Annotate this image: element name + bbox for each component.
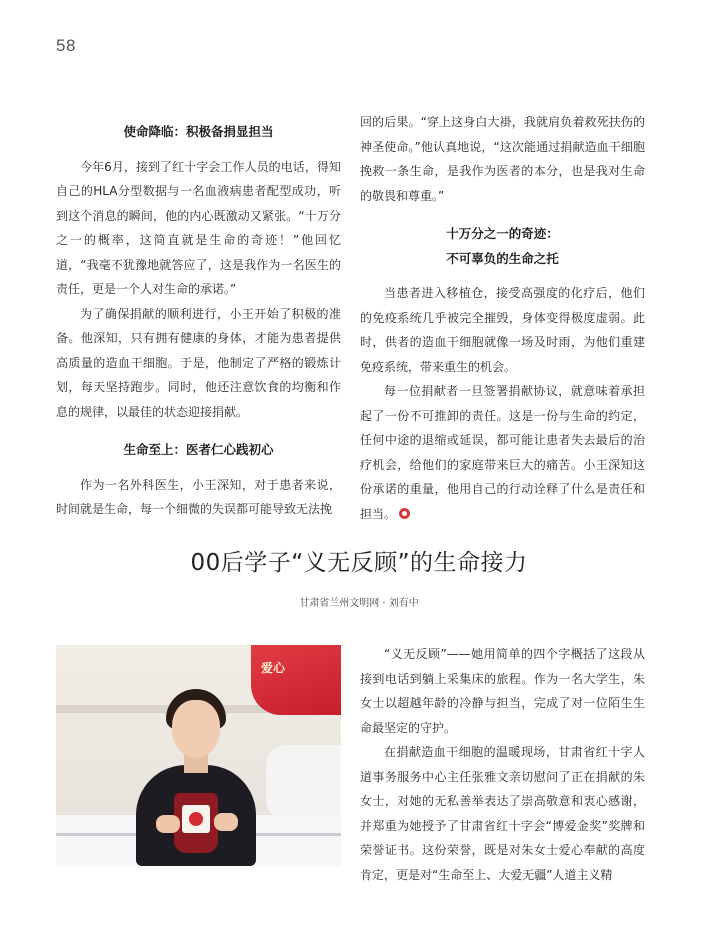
paragraph: 为了确保捐献的顺利进行，小王开始了积极的准备。他深知，只有拥有健康的身体，才能为患者提供高质量的造血干细胞。于是，他制定了严格的锻炼计划，每天坚持跑步。同时，他还注意饮食的均衡和作息的规律，以最佳的状态迎接捐献。 (56, 306, 341, 419)
section-heading: 生命至上：医者仁心践初心 (123, 442, 274, 457)
paragraph: 当患者进入移植仓，接受高强度的化疗后，他们的免疫系统几乎被完全摧毁，身体变得极度虚弱。此时，供者的造血干细胞就像一场及时雨，为他们重建免疫系统，带来重生的机会。 (360, 286, 645, 374)
paragraph: 作为一名外科医生，小王深知，对于患者来说，时间就是生命，每一个细微的失误都可能导致无法挽 (56, 477, 341, 516)
red-banner (251, 645, 341, 715)
paragraph: 今年6月，接到了红十字会工作人员的电话，得知自己的HLA分型数据与一名血液病患者配型成功，听到这个消息的瞬间，他的内心既激动又紧张。“十万分之一的概率，这简直就是生命的奇迹！”他回忆道，“我毫不犹豫地就答应了，这是我作为一名医生的责任，更是一个人对生命的承诺。” (56, 159, 341, 296)
right-column (360, 110, 645, 526)
banner-text: 爱心 (261, 661, 286, 675)
end-mark-icon (399, 508, 410, 519)
left-column (56, 120, 341, 522)
paragraph: 在捐献造血干细胞的温暖现场，甘肃省红十字人道事务服务中心主任张雅文亲切慰问了正在捐献的朱女士，对她的无私善举表达了崇高敬意和衷心感谢，并郑重为她授予了甘肃省红十字会“博爱金奖”奖牌和荣誉证书。这份荣誉，既是对朱女士爱心奉献的高度肯定，更是对“生命至上、大爱无疆”人道主义精 (360, 745, 645, 882)
article-title: 00后学子“义无反顾”的生命接力 (190, 550, 528, 576)
donor-photo (56, 645, 341, 866)
red-cross-icon (189, 812, 203, 826)
section-heading: 使命降临：积极备捐显担当 (123, 124, 274, 139)
section-heading: 十万分之一的奇迹： (446, 226, 559, 241)
article2-column (360, 642, 645, 887)
paragraph: 回的后果。“穿上这身白大褂，我就肩负着救死扶伤的神圣使命。”他认真地说，“这次能通过捐献造血干细胞挽救一条生命，是我作为医者的本分，也是我对生命的敬畏和尊重。” (360, 115, 645, 203)
section-heading: 不可辜负的生命之托 (446, 250, 559, 266)
paragraph: “义无反顾”——她用简单的四个字概括了这段从接到电话到躺上采集床的旅程。作为一名大学生，朱女士以超越年龄的冷静与担当，完成了对一位陌生生命最坚定的守护。 (360, 647, 645, 735)
paragraph-text: 每一位捐献者一旦签署捐献协议，就意味着承担起了一份不可推卸的责任。这是一份与生命的约定，任何中途的退缩或延误，都可能让患者失去最后的治疗机会，给他们的家庭带来巨大的痛苦。小王深知这份承诺的重量，他用自己的行动诠释了什么是责任和担当。 (360, 384, 645, 521)
paragraph (360, 379, 645, 526)
byline: 甘肃省兰州文明网 · 刘有中 (299, 598, 419, 609)
page-number: 58 (56, 36, 76, 55)
